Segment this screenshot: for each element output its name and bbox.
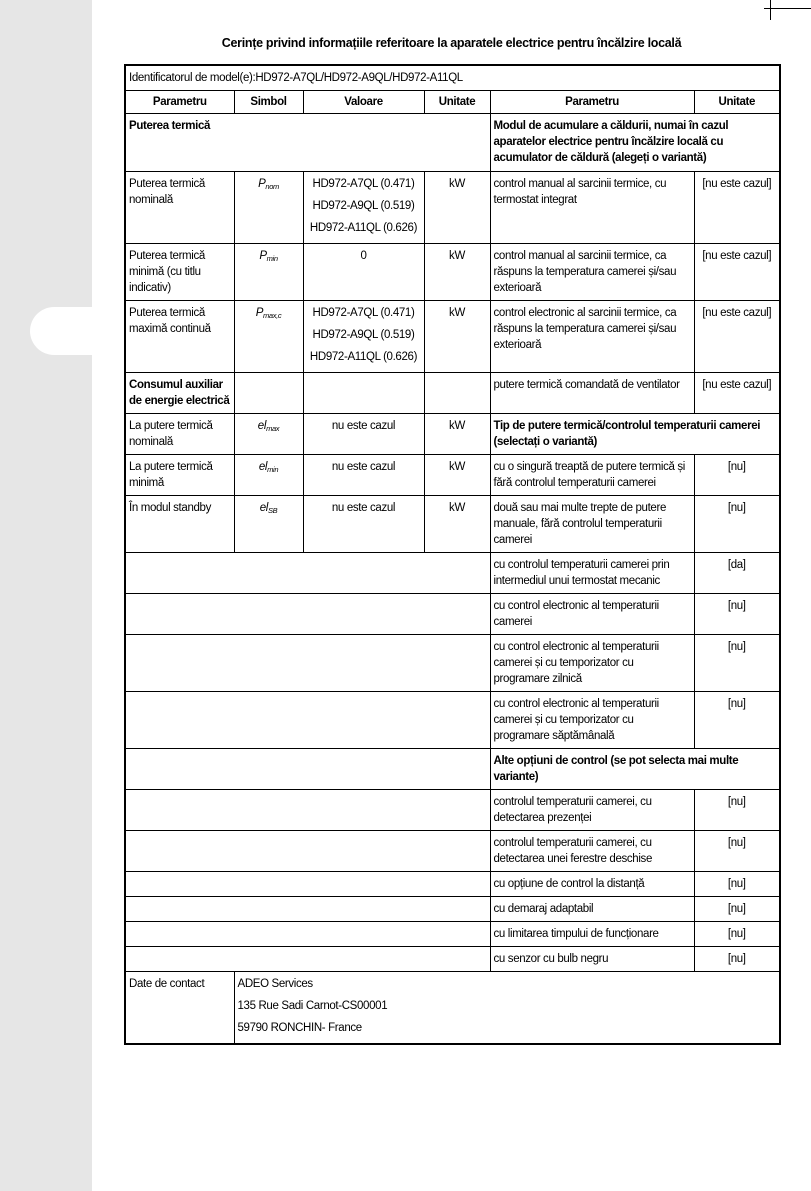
param-label: Puterea termică nominală [125,172,234,244]
header-symbol: Simbol [234,91,303,114]
model-id: Identificatorul de model(e):HD972-A7QL/HD972-A9QL/HD972-A11QL [125,65,780,91]
section-heat-output: Puterea termică [125,114,490,172]
unit-right: [nu] [694,897,780,922]
symbol-cell: $P_{max,c}$ [234,301,303,373]
param-label: La putere termică minimă [125,455,234,496]
table-row [125,172,780,244]
table-row [125,922,780,947]
param-right: control manual al sarcinii termice, cu termostat integrat [490,172,694,244]
table-row [125,414,780,455]
unit-right: [nu] [694,790,780,831]
header-unit-right: Unitate [694,91,780,114]
section-row [125,114,780,172]
param-right: control manual al sarcinii termice, ca răspuns la temperatura camerei și/sau exterioară [490,244,694,301]
table-row [125,897,780,922]
value-cell: nu este cazul [303,496,424,553]
unit-cell: kW [424,172,490,244]
table-row [125,947,780,972]
section-other-control: Alte opțiuni de control (se pot selecta mai multe variante) [490,749,780,790]
section-aux-consumption: Consumul auxiliar de energie electrică [125,373,234,414]
page-title: Cerințe privind informațiile referitoare la aparatele electrice pentru încălzire locală [221,36,682,50]
table-row [125,373,780,414]
unit-cell: kW [424,496,490,553]
param-right: cu opțiune de control la distanță [490,872,694,897]
unit-cell: kW [424,301,490,373]
unit-right: [nu este cazul] [694,172,780,244]
header-param-left: Parametru [125,91,234,114]
param-right: cu senzor cu bulb negru [490,947,694,972]
symbol-cell: $el_{SB}$ [234,496,303,553]
crop-mark [764,8,811,9]
unit-right: [nu] [694,455,780,496]
contact-details [234,972,780,1045]
table-row [125,244,780,301]
table-row [125,790,780,831]
unit-right: [nu] [694,635,780,692]
value-cell: HD972-A7QL (0.471) HD972-A9QL (0.519) HD972-A11QL (0.626) [303,172,424,244]
param-right: cu demaraj adaptabil [490,897,694,922]
page-sidebar [0,0,92,1191]
param-right: controlul temperaturii camerei, cu detectarea unei ferestre deschise [490,831,694,872]
unit-right: [nu este cazul] [694,244,780,301]
value-cell: 0 [303,244,424,301]
section-heat-type: Tip de putere termică/controlul temperaturii camerei (selectați o variantă) [490,414,780,455]
param-right: cu control electronic al temperaturii camerei și cu temporizator cu programare zilnică [490,635,694,692]
unit-right: [nu] [694,594,780,635]
unit-right: [nu este cazul] [694,301,780,373]
unit-right: [nu] [694,496,780,553]
unit-right: [nu] [694,922,780,947]
contact-label: Date de contact [125,972,234,1045]
table-row [125,831,780,872]
unit-right: [nu este cazul] [694,373,780,414]
symbol-cell: $P_{nom}$ [234,172,303,244]
table-row [125,635,780,692]
param-right: putere termică comandată de ventilator [490,373,694,414]
value-cell: HD972-A7QL (0.471) HD972-A9QL (0.519) HD972-A11QL (0.626) [303,301,424,373]
table-row [125,455,780,496]
table-row [125,496,780,553]
section-heat-storage: Modul de acumulare a căldurii, numai în cazul aparatelor electrice pentru încălzire locală cu acumulator de căldură (alegeți o variantă) [490,114,780,172]
param-right: control electronic al sarcinii termice, ca răspuns la temperatura camerei și/sau exterioară [490,301,694,373]
table-row [125,872,780,897]
table-row [125,301,780,373]
param-label: În modul standby [125,496,234,553]
page-tab [30,307,92,355]
header-param-right: Parametru [490,91,694,114]
param-right: cu limitarea timpului de funcționare [490,922,694,947]
crop-mark [770,0,771,20]
symbol-cell: $P_{min}$ [234,244,303,301]
contact-line: 59790 RONCHIN- France [237,1022,362,1034]
symbol-cell: $el_{max}$ [234,414,303,455]
param-right: cu control electronic al temperaturii camerei și cu temporizator cu programare săptămânală [490,692,694,749]
unit-right: [da] [694,553,780,594]
table-row [125,553,780,594]
param-right: cu o singură treaptă de putere termică și fără controlul temperaturii camerei [490,455,694,496]
value-cell: nu este cazul [303,455,424,496]
unit-right: [nu] [694,947,780,972]
value-cell: nu este cazul [303,414,424,455]
table-row [125,692,780,749]
unit-right: [nu] [694,872,780,897]
param-label: Puterea termică minimă (cu titlu indicativ) [125,244,234,301]
unit-right: [nu] [694,692,780,749]
param-right: cu control electronic al temperaturii camerei [490,594,694,635]
header-unit-left: Unitate [424,91,490,114]
unit-cell: kW [424,414,490,455]
table-row [125,594,780,635]
contact-line: ADEO Services [237,978,313,990]
table-row [125,749,780,790]
unit-cell: kW [424,455,490,496]
model-row [125,65,780,91]
param-label: Puterea termică maximă continuă [125,301,234,373]
symbol-cell: $el_{min}$ [234,455,303,496]
header-row [125,91,780,114]
param-right: cu controlul temperaturii camerei prin intermediul unui termostat mecanic [490,553,694,594]
contact-row [125,972,780,1045]
param-right: două sau mai multe trepte de putere manuale, fără controlul temperaturii camerei [490,496,694,553]
header-value: Valoare [303,91,424,114]
contact-line: 135 Rue Sadi Carnot-CS00001 [237,1000,388,1012]
spec-table [124,64,781,1045]
unit-right: [nu] [694,831,780,872]
param-right: controlul temperaturii camerei, cu detectarea prezenței [490,790,694,831]
param-label: La putere termică nominală [125,414,234,455]
unit-cell: kW [424,244,490,301]
